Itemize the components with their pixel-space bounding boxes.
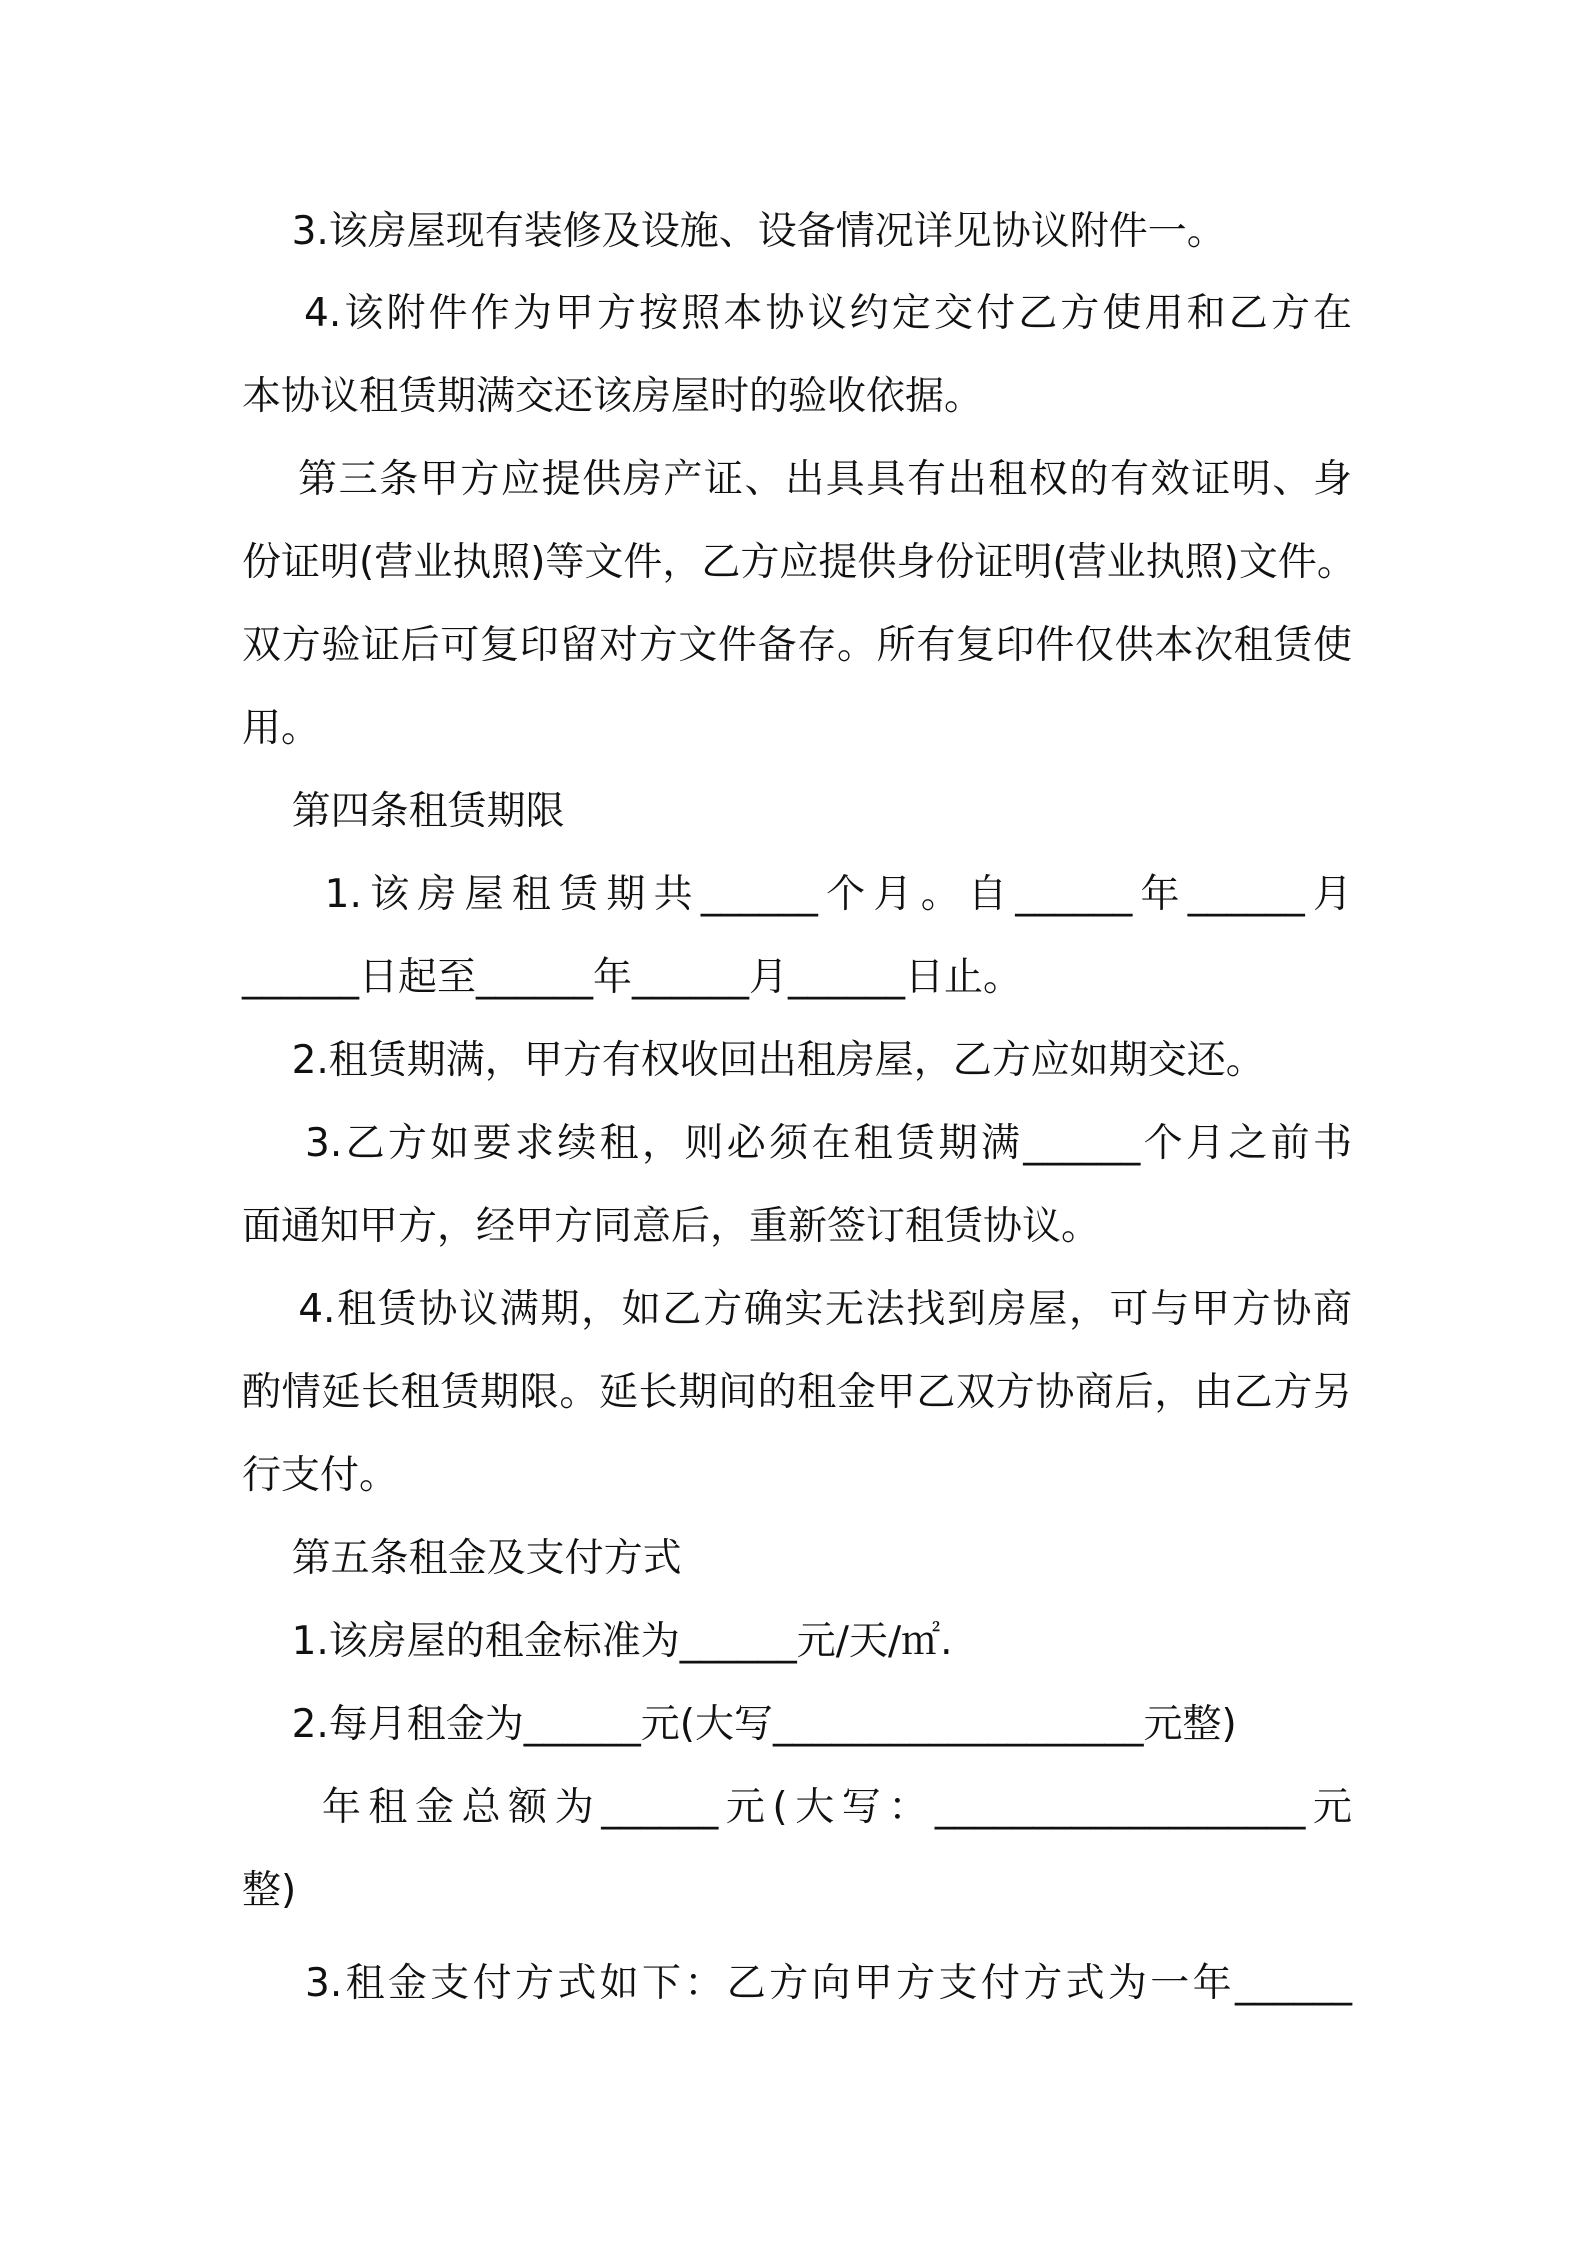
text-line-18: 1.该房屋的租金标准为______元/天/㎡.	[242, 1619, 953, 1664]
text-line-19: 2.每月租金为______元(大写___________________元整)	[242, 1702, 1237, 1747]
section-heading-5: 第五条租金及支付方式	[242, 1536, 682, 1581]
text-line-22: 3.租金支付方式如下：乙方向甲方支付方式为一年______	[242, 1961, 1352, 2006]
text-line-21: 整)	[242, 1868, 297, 1913]
text-line-10: ______日起至______年______月______日止。	[242, 955, 1023, 1000]
text-line-11: 2.租赁期满，甲方有权收回出租房屋，乙方应如期交还。	[242, 1038, 1265, 1083]
text-line-20: 年租金总额为______元(大写：___________________元	[242, 1785, 1352, 1830]
text-line-5: 份证明(营业执照)等文件，乙方应提供身份证明(营业执照)文件。	[242, 540, 1356, 585]
text-line-7: 用。	[242, 706, 321, 751]
text-line-14: 4.租赁协议满期，如乙方确实无法找到房屋，可与甲方协商	[242, 1287, 1352, 1332]
text-line-13: 面通知甲方，经甲方同意后，重新签订租赁协议。	[242, 1204, 1101, 1249]
text-line-6: 双方验证后可复印留对方文件备存。所有复印件仅供本次租赁使	[242, 623, 1352, 668]
text-line-9: 1.该房屋租赁期共______个月。自______年______月	[242, 872, 1352, 917]
text-line-15: 酌情延长租赁期限。延长期间的租金甲乙双方协商后，由乙方另	[242, 1370, 1352, 1415]
text-line-2: 4.该附件作为甲方按照本协议约定交付乙方使用和乙方在	[242, 291, 1352, 336]
section-heading-4: 第四条租赁期限	[242, 789, 565, 834]
text-line-3: 本协议租赁期满交还该房屋时的验收依据。	[242, 374, 984, 419]
text-line-12: 3.乙方如要求续租，则必须在租赁期满______个月之前书	[242, 1121, 1352, 1166]
text-line-4: 第三条甲方应提供房产证、出具具有出租权的有效证明、身	[242, 457, 1352, 502]
text-line-16: 行支付。	[242, 1453, 399, 1498]
text-line-1: 3.该房屋现有装修及设施、设备情况详见协议附件一。	[242, 209, 1226, 254]
